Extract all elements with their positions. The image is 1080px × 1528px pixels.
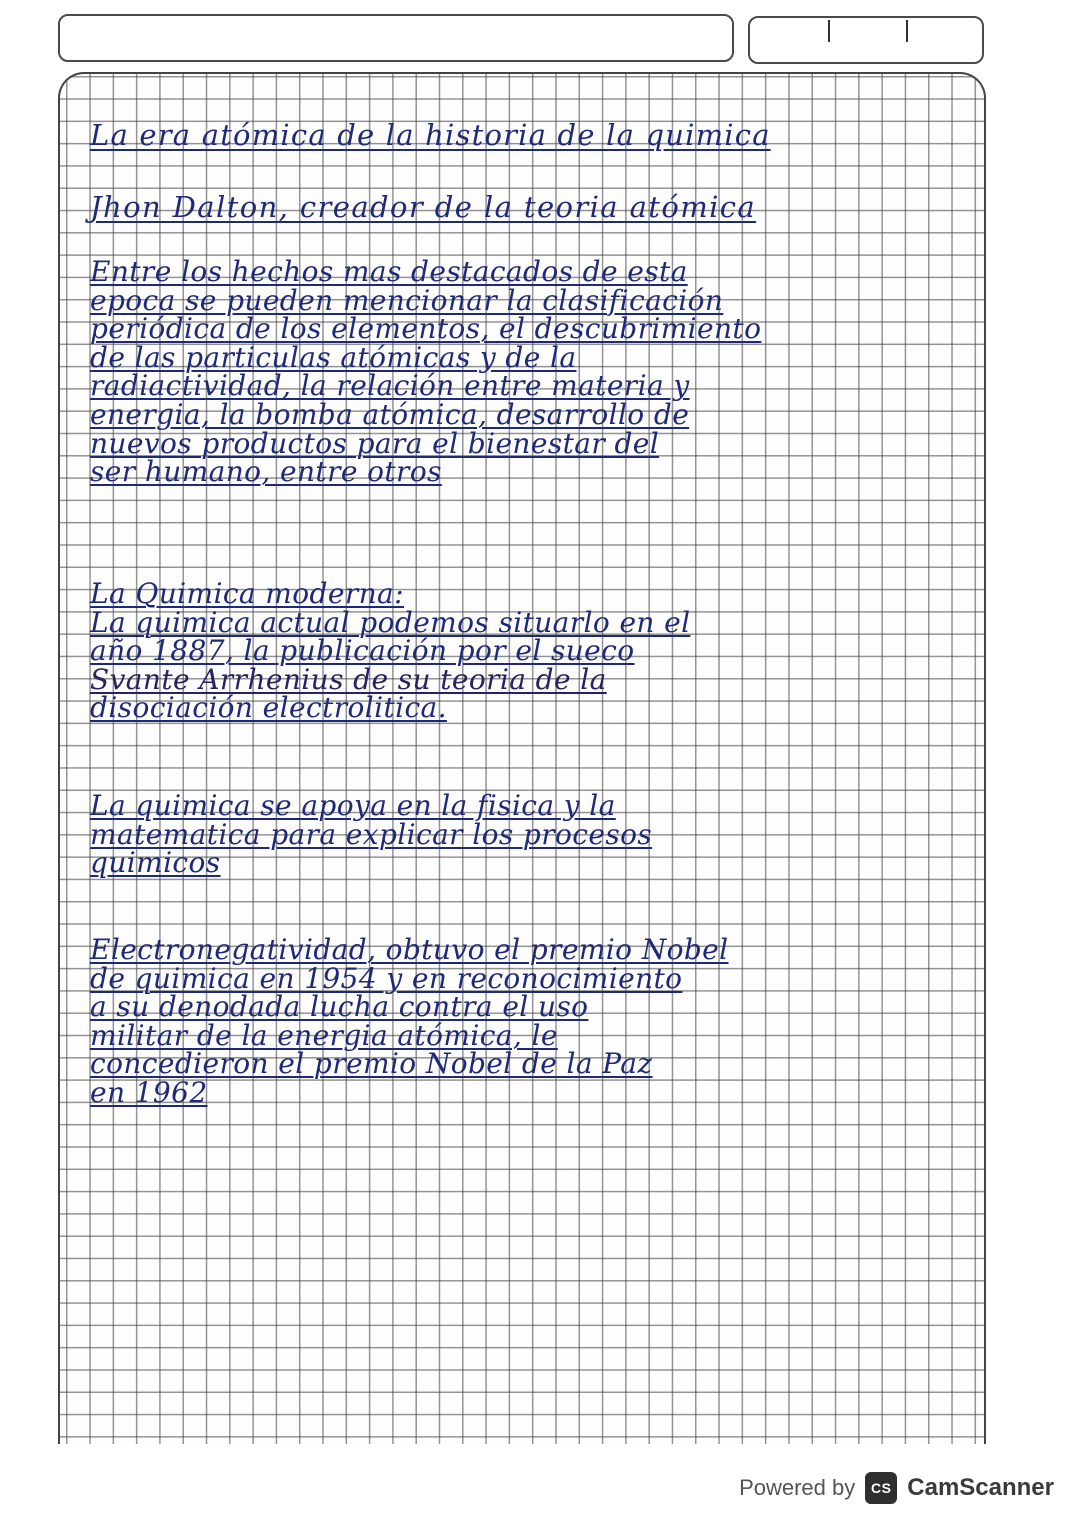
text-line: quimicos <box>90 846 221 880</box>
text-line: periódica de los elementos, el descubrimiento <box>90 312 762 346</box>
date-field-box <box>748 16 984 64</box>
camscanner-watermark <box>739 1466 1054 1510</box>
text-line: en 1962 <box>90 1075 208 1109</box>
section-heading: La Quimica moderna: <box>90 577 404 610</box>
text-line: de las particulas atómicas y de la <box>90 340 577 374</box>
text-line: concedieron el premio Nobel de la Paz <box>90 1047 653 1081</box>
text-line: Svante Arrhenius de su teoria de la <box>90 662 607 696</box>
powered-by-label: Powered by <box>739 1475 856 1500</box>
text-line: Electronegatividad, obtuvo el premio Nobel <box>90 933 729 966</box>
text-line: energia, la bomba atómica, desarrollo de <box>90 397 690 431</box>
text-line: nuevos productos para el bienestar del <box>90 426 660 460</box>
page-title: La era atómica de la historia de la quimica <box>90 118 771 152</box>
text-line: La quimica actual podemos situarlo en el <box>90 605 691 639</box>
text-line: epoca se pueden mencionar la clasificación <box>90 283 724 317</box>
paragraph-modern-chemistry <box>90 577 691 725</box>
page-subtitle: Jhon Dalton, creador de la teoria atómica <box>90 190 757 224</box>
text-line: ser humano, entre otros <box>90 455 442 489</box>
text-line: matematica para explicar los procesos <box>90 817 653 851</box>
text-line: de quimica en 1954 y en reconocimiento <box>90 961 683 995</box>
text-line: La quimica se apoya en la fisica y la <box>90 789 616 822</box>
text-line: a su denodada lucha contra el uso <box>90 990 589 1024</box>
text-line: disociación electrolitica. <box>90 691 447 725</box>
title-field-box <box>58 14 734 62</box>
date-separator <box>828 20 830 42</box>
grid-notebook-page <box>58 72 986 1444</box>
date-separator <box>906 20 908 42</box>
camscanner-logo-icon: CS <box>865 1472 897 1504</box>
paragraph-physics-math <box>90 789 653 880</box>
text-line: radiactividad, la relación entre materia y <box>90 369 690 403</box>
text-line: año 1887, la publicación por el sueco <box>90 634 635 668</box>
paragraph-historical-facts <box>90 255 762 489</box>
camscanner-brand: CamScanner <box>907 1474 1054 1501</box>
text-line: militar de la energia atómica, le <box>90 1018 558 1052</box>
text-line: Entre los hechos mas destacados de esta <box>90 255 688 288</box>
paragraph-electronegativity <box>90 933 729 1109</box>
